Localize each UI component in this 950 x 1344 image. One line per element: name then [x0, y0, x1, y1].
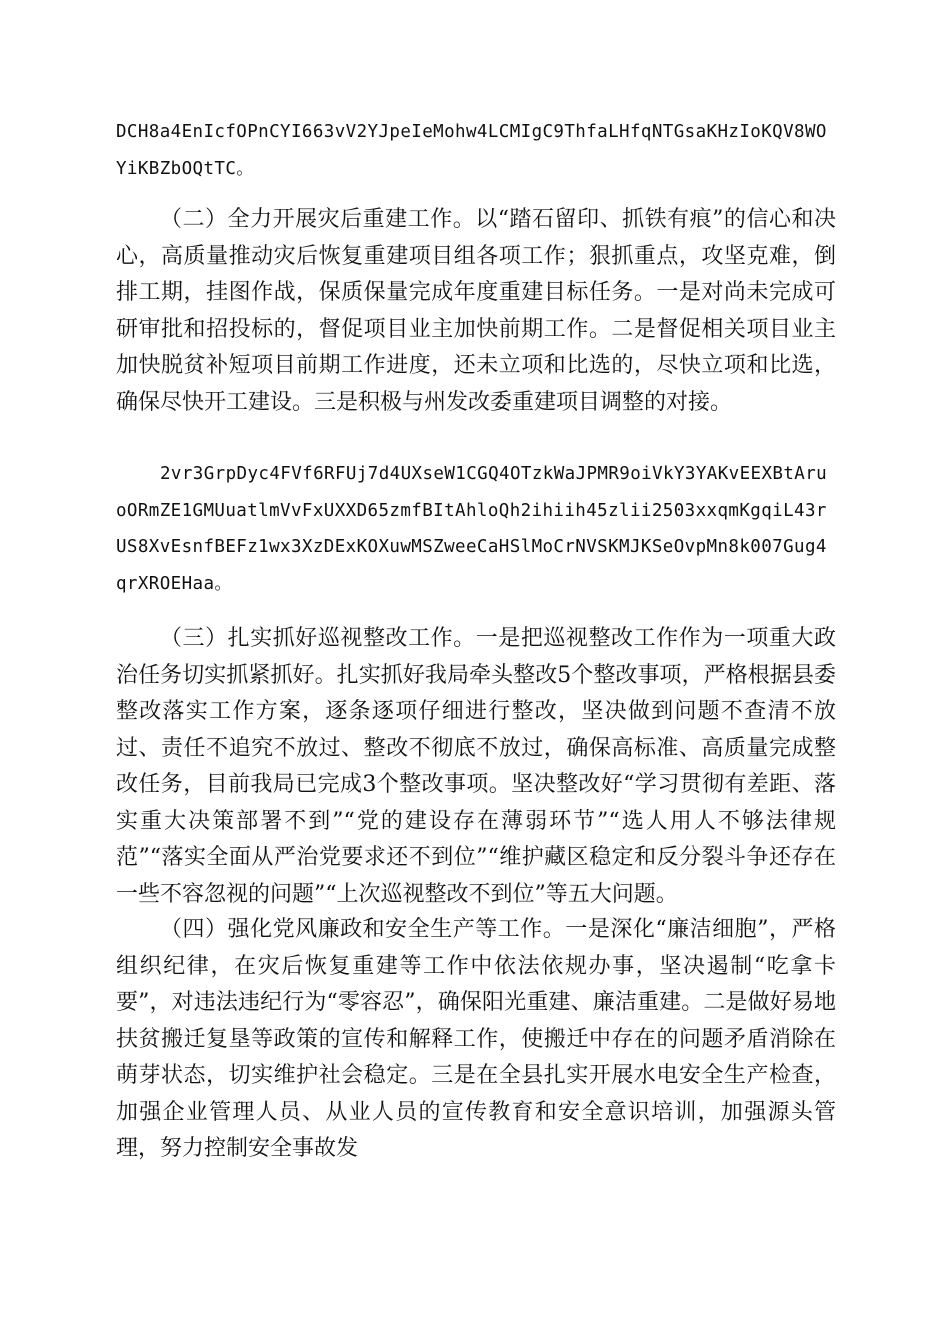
paragraph-integrity-safety: （四）强化党风廉政和安全生产等工作。一是深化“廉洁细胞”，严格组织纪律，在灾后恢复重建等工作中依法依规办事，坚决遏制“吃拿卡要”，对违法违纪行为“零容忍”，确保阳光重建、廉洁重建。二是做好易地扶贫搬迁复垦等政策的宣传和解释工作，使搬迁中存在的问题矛盾消除在萌芽状态，切实维护社会稳定。三是在全县扎实开展水电安全生产检查，加强企业管理人员、从业人员的宣传教育和安全意识培训，加强源头管理，努力控制安全事故发 [116, 917, 836, 1161]
paragraph-inspection-rectification: （三）扎实抓好巡视整改工作。一是把巡视整改工作作为一项重大政治任务切实抓紧抓好。扎实抓好我局牵头整改5个整改事项，严格根据县委整改落实工作方案，逐条逐项仔细进行整改，坚决做到问题不查清不放过、责任不追究不放过、整改不彻底不放过，确保高标准、高质量完成整改任务，目前我局已完成3个整改事项。坚决整改好“学习贯彻有差距、落实重大决策部署不到”“党的建设存在薄弱环节”“选人用人不够法律规范”“落实全面从严治党要求还不到位”“维护藏区稳定和反分裂斗争还存在一些不容忽视的问题”“上次巡视整改不到位”等五大问题。 [116, 626, 836, 907]
code-paragraph-1: DCH8a4EnIcfOPnCYI663vV2YJpeIeMohw4LCMIgC9ThfaLHfqNTGsaKHzIoKQV8WOYiKBZbOQtTC。 [116, 122, 827, 179]
code-paragraph-2: 2vr3GrpDyc4FVf6RFUj7d4UXseW1CGQ4OTzkWaJPMR9oiVkY3YAKvEEXBtAruoORmZE1GMUuatlmVvFxUXXD65zmfBItAhloQh2ihiih45zlii2503xxqmKgqiL43rUS8XvEsnfBEFz1wx3XzDExKOXuwMSZweeCaHSlMoCrNVSKMJKSeOvpMn8k007Gug4qrXROEHaa。 [116, 464, 828, 594]
paragraph-reconstruction: （二）全力开展灾后重建工作。以“踏石留印、抓铁有痕”的信心和决心，高质量推动灾后恢复重建项目组各项工作；狠抓重点，攻坚克难，倒排工期，挂图作战，保质保量完成年度重建目标任务。一是对尚未完成可研审批和招投标的，督促项目业主加快前期工作。二是督促相关项目业主加快脱贫补短项目前期工作进度，还未立项和比选的，尽快立项和比选，确保尽快开工建设。三是积极与州发改委重建项目调整的对接。 [116, 207, 836, 415]
